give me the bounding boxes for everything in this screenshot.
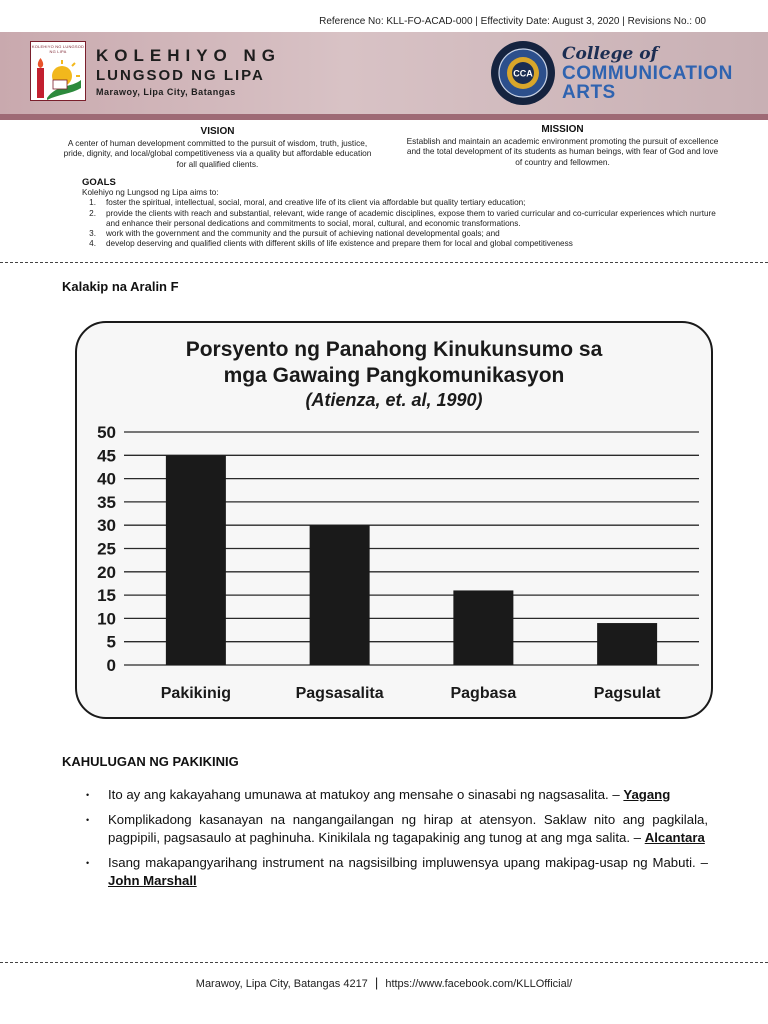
goal-item (82, 239, 722, 249)
footer (0, 975, 768, 990)
footer-address: Marawoy, Lipa City, Batangas 4217 (195, 978, 368, 990)
cca-seal-icon (490, 40, 556, 106)
goal-text: work with the government and the community and the pursuit of achieving national developmental goals; and (106, 229, 500, 239)
bullet-icon: • (86, 790, 90, 800)
vision-title: VISION (200, 126, 235, 137)
school-logo-caption: KOLEHIYO NG LUNGSOD NG LIPA (31, 44, 85, 54)
list-item (86, 854, 708, 890)
mission-title: MISSION (541, 124, 584, 135)
definition-author: Alcantara (644, 830, 705, 845)
goal-item (82, 209, 722, 229)
bar-pagbasa (453, 590, 513, 665)
school-name-line2: LUNGSOD NG LIPA (96, 67, 265, 84)
goal-text: foster the spiritual, intellectual, social, moral, and creative life of its client via affordable but quality tertiary education; (106, 198, 526, 208)
goal-item (82, 198, 722, 208)
school-name (96, 46, 281, 97)
goal-number: 4. (89, 239, 96, 249)
bullet-icon: • (86, 858, 90, 868)
reference-line: Reference No: KLL-FO-ACAD-000 | Effectivity Date: August 3, 2020 | Revisions No.: 00 (319, 16, 706, 27)
chart-title-line2: mga Gawaing Pangkomunikasyon (223, 364, 565, 387)
goals-section (82, 178, 722, 249)
goal-text: develop deserving and qualified clients with different skills of life existence and prepare them for local and global competitiveness (106, 239, 573, 249)
bottom-dashed-divider (0, 962, 768, 963)
y-tick-label: 45 (97, 446, 116, 466)
y-tick-label: 20 (97, 562, 116, 582)
bar-pagsasalita (310, 525, 370, 665)
header-banner (0, 32, 768, 120)
vision-text: A center of human development committed to the pursuit of wisdom, truth, justice, pride, dignity, and local/global competitiveness via a quality but affordable education for all qualified clients. (63, 138, 372, 169)
school-logo (30, 41, 86, 101)
definition-list (86, 786, 708, 897)
definition-author: Yagang (623, 787, 671, 802)
x-category-label: Pagsasalita (295, 685, 384, 702)
y-tick-label: 30 (97, 516, 116, 536)
college-line3: ARTS (562, 82, 616, 103)
college-name (562, 44, 733, 102)
goals-intro: Kolehiyo ng Lungsod ng Lipa aims to: (82, 188, 219, 198)
x-category-label: Pakikinig (160, 685, 231, 702)
goal-number: 3. (89, 229, 96, 239)
banner-strip (0, 114, 768, 120)
torch-sun-icon (31, 54, 85, 104)
college-line1: College of (562, 44, 658, 64)
bar-chart (74, 320, 714, 720)
goal-text: provide the clients with reach and substantial, relevant, wide range of academic disciplines, expose them to varied curricular and co-curricular experiences which nurture and enhance their personal dedications and commitments to social, moral, cultural, and economic transformations. (106, 208, 716, 228)
y-tick-label: 15 (97, 586, 116, 606)
goal-number: 2. (89, 208, 96, 218)
bar-pakikinig (166, 455, 226, 665)
goal-item (82, 229, 722, 239)
list-item (86, 786, 708, 804)
definition-text: Komplikadong kasanayan na nangangailangan ng hirap at atensyon. Saklaw nito ang pagkilala, pagpipili, pagsasaulo at paghinuha. Kinikilala ng tagapakinig ang tunog at ang mga salita. – (108, 812, 708, 845)
x-category-label: Pagsulat (593, 685, 661, 702)
school-name-line1: KOLEHIYO NG (96, 46, 282, 65)
y-tick-label: 5 (106, 632, 116, 652)
definition-text: Ito ay ang kakayahang umunawa at matukoy ang mensahe o sinasabi ng nagsasalita. – (108, 787, 620, 802)
chart-figure (74, 320, 714, 720)
list-item (86, 811, 708, 847)
definition-text: Isang makapangyarihang instrument na nagsisilbing impluwensya upang makipag-usap ng Mabuti. – (108, 855, 708, 870)
bar-pagsulat (597, 623, 657, 665)
chart-subtitle: (Atienza, et. al, 1990) (305, 390, 483, 410)
footer-url[interactable]: https://www.facebook.com/KLLOfficial/ (385, 978, 573, 990)
section-label: Kalakip na Aralin F (62, 279, 179, 294)
y-tick-label: 25 (97, 539, 116, 559)
y-tick-label: 10 (97, 609, 116, 629)
chart-title-line1: Porsyento ng Panahong Kinukunsumo sa (185, 338, 603, 361)
top-dashed-divider (0, 262, 768, 263)
footer-separator: | (374, 975, 379, 990)
x-category-label: Pagbasa (450, 685, 517, 702)
goals-title: GOALS (82, 177, 116, 188)
bullet-icon: • (86, 815, 90, 825)
y-tick-label: 35 (97, 492, 116, 512)
college-line2: COMMUNICATION (562, 63, 733, 84)
y-tick-label: 40 (97, 469, 116, 489)
definition-heading: KAHULUGAN NG PAKIKINIG (62, 754, 239, 769)
mission-text: Establish and maintain an academic environment promoting the pursuit of excellence and the total development of its students as human beings, with fear of God and love of country and fellowmen. (406, 136, 719, 167)
cca-seal-text: CCA (513, 68, 533, 79)
y-tick-label: 0 (106, 656, 116, 675)
school-address: Marawoy, Lipa City, Batangas (96, 87, 236, 97)
goal-number: 1. (89, 198, 96, 208)
y-tick-label: 50 (97, 423, 116, 442)
definition-author: John Marshall (108, 873, 197, 888)
